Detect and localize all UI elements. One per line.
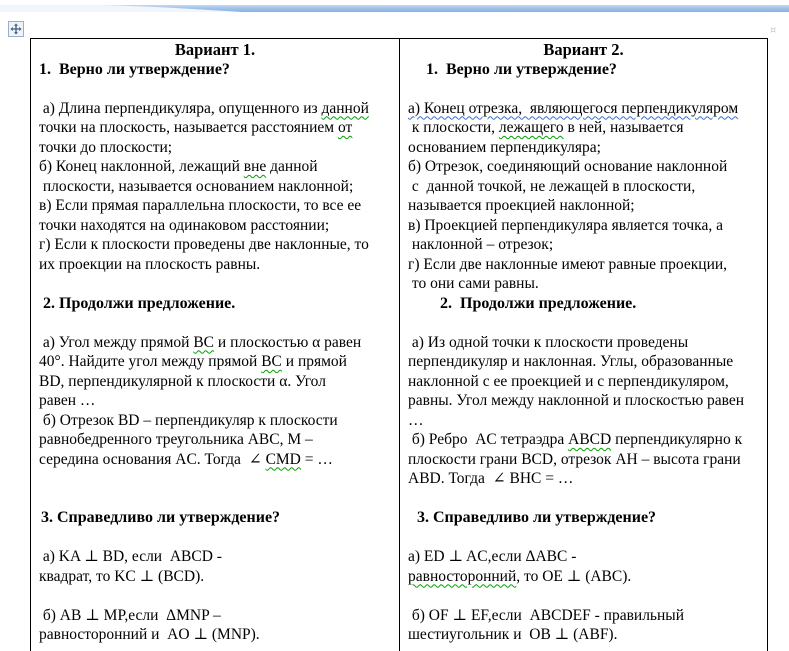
text-line: а) KA ⊥ BD, если ABCD -	[39, 548, 222, 565]
text-line	[400, 528, 767, 548]
text-line: то они сами равны.	[408, 275, 539, 292]
window-chrome-edge	[0, 0, 789, 8]
text-line: в) Проекцией перпендикуляра является точка, а	[408, 216, 723, 234]
text-line: б) AB ⊥ MP,если ΔMNP –	[39, 606, 221, 624]
text-line: к плоскости, лежащего в ней, называется	[408, 119, 684, 136]
text-line	[31, 586, 399, 606]
text-line: б) Отрезок BD – перпендикуляр к плоскости	[39, 411, 338, 429]
text-line: ABD. Тогда ∠ BHC = …	[408, 470, 574, 487]
text-line	[400, 586, 767, 606]
text-line: плоскости грани BCD, отрезок AH – высота грани	[408, 450, 741, 468]
text-line: а) ED ⊥ AC,если ΔABC -	[408, 548, 577, 565]
cell-variant-1[interactable]	[31, 39, 399, 651]
table-move-handle[interactable]	[8, 21, 24, 37]
text-line: б) Отрезок, соединяющий основание наклонной	[408, 158, 728, 175]
text-line	[400, 313, 767, 333]
text-line: 3. Справедливо ли утверждение?	[417, 509, 657, 526]
text-line	[31, 489, 399, 509]
text-line: основанием перпендикуляра;	[408, 138, 601, 156]
text-line: 3. Справедливо ли утверждение?	[41, 509, 281, 526]
test-table	[30, 38, 768, 651]
text-line: наклонной с ее проекцией и с перпендикуляром,	[408, 372, 729, 390]
text-line	[31, 528, 399, 548]
row-end-marker: ¤	[770, 25, 777, 36]
text-line: 2. Продолжи предложение.	[43, 294, 236, 312]
text-line: б) OF ⊥ EF,если ABCDEF - правильный	[408, 606, 684, 624]
text-line: с данной точкой, не лежащей в плоскости,	[408, 177, 696, 195]
text-line: 40°. Найдите угол между прямой BC и прямой	[39, 353, 347, 370]
text-line: точки до плоскости;	[39, 138, 173, 156]
text-line: квадрат, то KC ⊥ (BCD).	[39, 567, 205, 585]
text-line: в) Если прямая параллельна плоскости, то все ее	[39, 197, 362, 214]
cell-variant-2[interactable]	[399, 39, 767, 651]
text-line: б) Конец наклонной, лежащий вне данной	[39, 158, 318, 175]
text-line: равносторонний и AO ⊥ (MNP).	[39, 626, 260, 643]
text-line: равен …	[39, 392, 96, 409]
text-line: их проекции на плоскость равны.	[39, 255, 261, 273]
ribbon-curve-decoration	[0, 5, 789, 13]
text-line: равносторонний, то OE ⊥ (ABC).	[408, 567, 632, 585]
text-line: 1. Верно ли утверждение?	[39, 60, 230, 78]
text-line: равнобедренного треугольника ABC, M –	[39, 431, 313, 448]
text-line: 1. Верно ли утверждение?	[426, 60, 617, 78]
text-line: Вариант 2.	[543, 40, 624, 59]
text-line: б) Ребро AC тетраэдра ABCD перпендикулярно к	[408, 431, 743, 448]
text-line	[400, 489, 767, 509]
text-line: а) Конец отрезка, являющегося перпендикуляром	[408, 99, 739, 117]
text-line: …	[408, 411, 424, 429]
text-line	[31, 469, 399, 489]
text-line: перпендикуляр и наклонная. Углы, образованные	[408, 353, 734, 370]
text-line	[31, 313, 399, 333]
text-line: а) Угол между прямой BC и плоскостью α равен	[39, 333, 362, 351]
text-line: плоскости, называется основанием наклонной;	[39, 177, 354, 195]
text-line: точки находятся на одинаковом расстоянии;	[39, 216, 330, 234]
text-line: наклонной – отрезок;	[408, 236, 554, 253]
text-line	[31, 274, 399, 294]
text-line: а) Длина перпендикуляра, опущенного из данной	[39, 99, 369, 117]
text-line: называется проекцией наклонной;	[408, 197, 635, 214]
text-line	[400, 79, 767, 99]
move-cross-icon	[10, 23, 22, 35]
text-line: г) Если к плоскости проведены две наклонные, то	[39, 236, 369, 253]
text-line: шестиугольник и OB ⊥ (ABF).	[408, 626, 618, 643]
text-line: BD, перпендикулярной к плоскости α. Угол	[39, 372, 326, 390]
text-line	[31, 79, 399, 99]
text-line: равны. Угол между наклонной и плоскостью равен	[408, 392, 745, 409]
text-line: 2. Продолжи предложение.	[440, 294, 637, 312]
text-line: точки на плоскость, называется расстоянием от	[39, 119, 353, 136]
text-line: середина основания AC. Тогда ∠ CMD = …	[39, 450, 333, 468]
text-line: Вариант 1.	[174, 40, 256, 59]
text-line: г) Если две наклонные имеют равные проекции,	[408, 255, 728, 273]
text-line: а) Из одной точки к плоскости проведены	[408, 333, 689, 351]
